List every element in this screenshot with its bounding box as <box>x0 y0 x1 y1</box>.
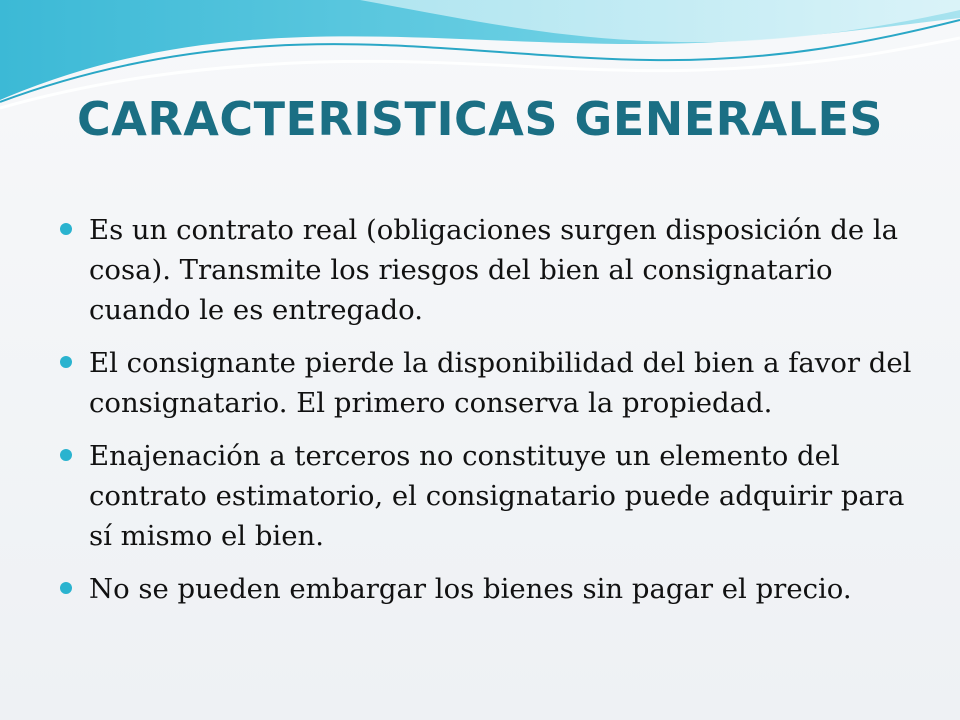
bullet-dot-icon <box>60 356 72 368</box>
bullet-text: No se pueden embargar los bienes sin pagar el precio. <box>89 573 852 605</box>
bullet-item <box>60 343 920 423</box>
bullet-item <box>60 210 920 330</box>
bullet-text: Es un contrato real (obligaciones surgen disposición de la cosa). Transmite los riesgos del bien al consignatario cuando le es entregado. <box>89 214 899 326</box>
bullet-text: El consignante pierde la disponibilidad del bien a favor del consignatario. El primero conserva la propiedad. <box>89 347 912 419</box>
bullet-dot-icon <box>60 582 72 594</box>
bullet-text: Enajenación a terceros no constituye un elemento del contrato estimatorio, el consignatario puede adquirir para sí mismo el bien. <box>89 440 905 552</box>
bullet-list <box>60 210 920 622</box>
slide-title: CARACTERISTICAS GENERALES <box>76 92 884 146</box>
bullet-dot-icon <box>60 223 72 235</box>
bullet-item <box>60 436 920 556</box>
bullet-item <box>60 569 920 609</box>
bullet-dot-icon <box>60 449 72 461</box>
